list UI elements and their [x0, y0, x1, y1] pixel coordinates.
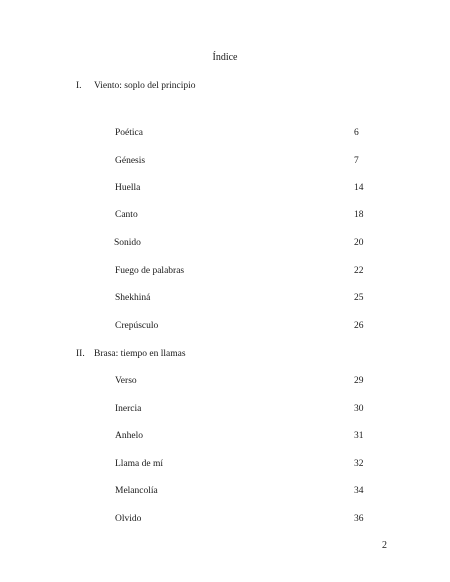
- toc-entry-title: Anhelo: [115, 431, 143, 441]
- section-title: Brasa: tiempo en llamas: [94, 349, 186, 359]
- index-title: Índice: [212, 52, 238, 63]
- toc-entry-title: Inercia: [115, 404, 142, 414]
- toc-entry-title: Génesis: [115, 156, 146, 166]
- toc-entry-title: Sonido: [114, 238, 141, 248]
- toc-entry-page: 31: [354, 431, 364, 441]
- toc-entry-page: 36: [354, 514, 364, 524]
- toc-entry-page: 30: [354, 404, 364, 414]
- toc-entry-page: 20: [354, 238, 364, 248]
- toc-entry-title: Shekhiná: [115, 293, 151, 303]
- toc-entry-page: 25: [354, 293, 364, 303]
- toc-entry-page: 18: [354, 210, 364, 220]
- section-number: II.: [76, 349, 85, 359]
- toc-entry-page: 22: [354, 266, 364, 276]
- toc-entry-page: 29: [354, 376, 364, 386]
- section-number: I.: [76, 81, 82, 91]
- section-heading-2: [76, 349, 186, 359]
- page-number: 2: [382, 540, 387, 551]
- toc-entry-title: Olvido: [115, 514, 142, 524]
- toc-entry-title: Canto: [115, 210, 138, 220]
- toc-entry-title: Verso: [115, 376, 137, 386]
- toc-entry-title: Melancolía: [115, 486, 158, 496]
- section-heading-1: [76, 81, 196, 91]
- toc-entry-title: Huella: [115, 183, 141, 193]
- toc-entry-page: 7: [354, 156, 359, 166]
- toc-entry-page: 34: [354, 486, 364, 496]
- section-title: Viento: soplo del principio: [94, 81, 196, 91]
- toc-entry-title: Fuego de palabras: [115, 266, 185, 276]
- toc-entry-title: Poética: [115, 128, 143, 138]
- toc-entry-title: Llama de mí: [115, 459, 164, 469]
- toc-entry-page: 32: [354, 459, 364, 469]
- toc-entry-page: 14: [354, 183, 364, 193]
- toc-entry-page: 26: [354, 321, 364, 331]
- toc-entry-title: Crepúsculo: [115, 321, 159, 331]
- toc-entry-page: 6: [354, 128, 359, 138]
